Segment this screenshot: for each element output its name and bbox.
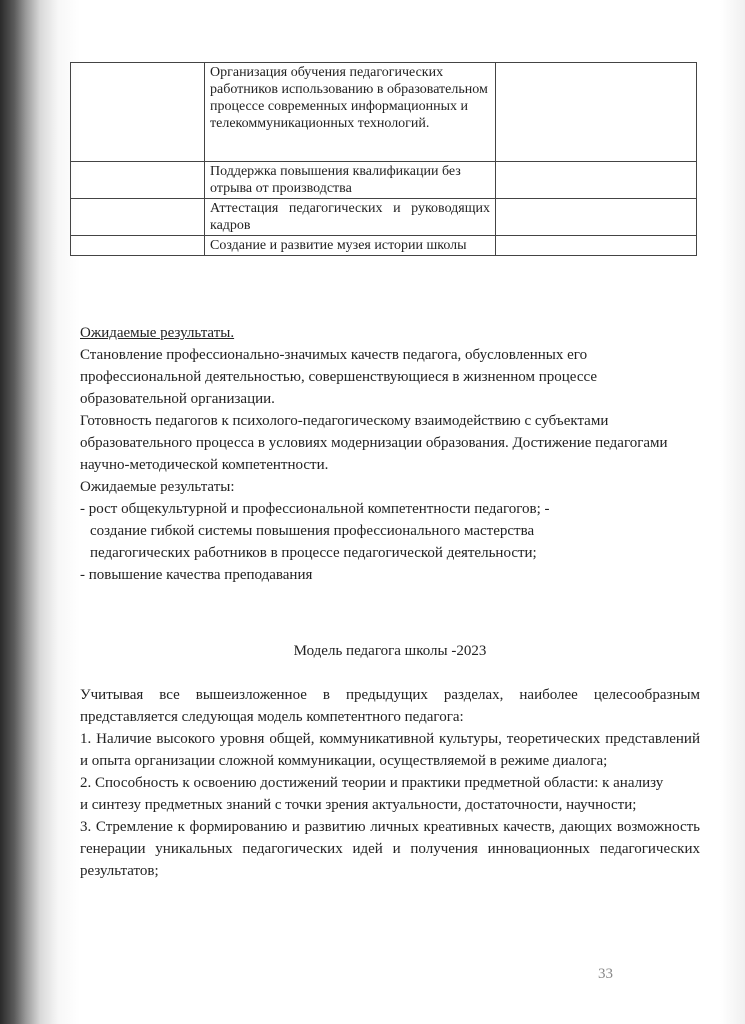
table-cell — [496, 162, 697, 199]
paragraph: 1. Наличие высокого уровня общей, коммуникативной культуры, теоретических представлений и опыта организации сложной коммуникации, осуществляемой в режиме диалога; — [80, 731, 700, 769]
paragraph: и синтезу предметных знаний с точки зрения актуальности, достаточности, научности; — [80, 797, 637, 813]
table-cell — [71, 236, 205, 256]
paragraph: Становление профессионально-значимых качеств педагога, обусловленных его профессиональной деятельностью, совершенствующиеся в жизненном процессе образовательной организации. — [80, 347, 597, 407]
table-row — [71, 63, 697, 162]
list-item: - рост общекультурной и профессиональной компетентности педагогов; - — [80, 501, 550, 517]
table-cell: Организация обучения педагогических работников использованию в образовательном процессе современных информационных и телекоммуникационных технологий. — [205, 63, 496, 162]
activities-table — [70, 62, 697, 256]
model-title: Модель педагога школы -2023 — [293, 643, 487, 659]
section-heading: Ожидаемые результаты. — [80, 325, 235, 341]
section-heading: Ожидаемые результаты: — [80, 479, 235, 495]
list-item: - повышение качества преподавания — [80, 567, 313, 583]
table-cell: Аттестация педагогических и руководящих кадров — [205, 199, 496, 236]
expected-results-section — [80, 322, 700, 586]
table-cell — [71, 199, 205, 236]
table-cell — [496, 236, 697, 256]
paragraph: Учитывая все вышеизложенное в предыдущих разделах, наиболее целесообразным представляется следующая модель компетентного педагога: — [80, 687, 700, 725]
table-row — [71, 236, 697, 256]
table-row — [71, 199, 697, 236]
table-cell: Создание и развитие музея истории школы — [205, 236, 496, 256]
list-item: создание гибкой системы повышения профессионального мастерства — [90, 523, 535, 539]
table-cell — [71, 162, 205, 199]
paragraph: Готовность педагогов к психолого-педагогическому взаимодействию с субъектами образовательного процесса в условиях модернизации образования. Достижение педагогами научно-методической компетентности. — [80, 413, 668, 473]
table-cell — [496, 199, 697, 236]
table-cell — [496, 63, 697, 162]
page-number: 33 — [598, 966, 613, 982]
model-section — [80, 684, 700, 882]
paragraph: 3. Стремление к формированию и развитию личных креативных качеств, дающих возможность генерации уникальных педагогических идей и получения инновационных педагогических результатов; — [80, 819, 700, 879]
table-cell — [71, 63, 205, 162]
list-item: педагогических работников в процессе педагогической деятельности; — [90, 545, 537, 561]
table-row — [71, 162, 697, 199]
table-cell: Поддержка повышения квалификации без отрыва от производства — [205, 162, 496, 199]
paragraph: 2. Способность к освоению достижений теории и практики предметной области: к анализу — [80, 775, 664, 791]
